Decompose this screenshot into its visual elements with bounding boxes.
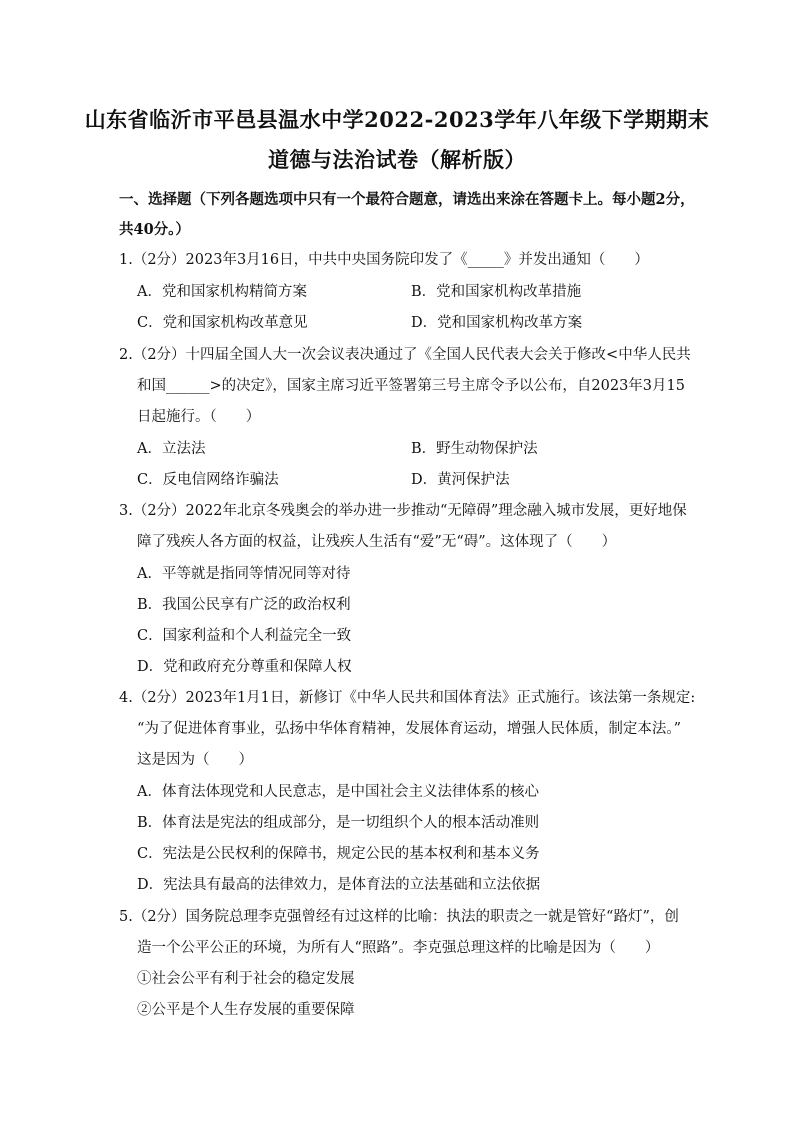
document-subtitle: 道德与法治试卷（解析版） xyxy=(268,147,526,172)
section-instruction-cont: 共40分。） xyxy=(119,221,190,238)
question-2-stem-line2: 和国______>的决定》，国家主席习近平签署第三号主席令予以公布，自2023年3月15 xyxy=(137,378,685,394)
question-2-stem-line3: 日起施行。（ ） xyxy=(137,409,261,425)
question-5-stem: 5.（2分）国务院总理李克强曾经有过这样的比喻：执法的职责之一就是管好“路灯”，创 xyxy=(119,909,679,925)
question-3-option-a: A．平等就是指同等情况同等对待 xyxy=(137,566,351,582)
question-1-option-a: A．党和国家机构精简方案 xyxy=(137,284,307,300)
question-3-option-c: C．国家利益和个人利益完全一致 xyxy=(137,628,352,644)
question-4-option-a: A．体育法体现党和人民意志，是中国社会主义法律体系的核心 xyxy=(137,784,539,800)
question-1-option-b: B．党和国家机构改革措施 xyxy=(411,284,582,300)
question-4-quote: “为了促进体育事业，弘扬中华体育精神，发展体育运动，增强人民体质，制定本法。” xyxy=(137,721,682,737)
question-5-stem-line2: 造一个公平公正的环境，为所有人“照路”。李克强总理这样的比喻是因为（ ） xyxy=(137,940,660,956)
question-1-option-c: C．党和国家机构改革意见 xyxy=(137,315,308,331)
question-4-stem: 4.（2分）2023年1月1日，新修订《中华人民共和国体育法》正式施行。该法第一条规定: xyxy=(119,690,696,706)
question-2-option-b: B．野生动物保护法 xyxy=(411,441,538,457)
question-3-stem: 3.（2分）2022年北京冬残奥会的举办进一步推动“无障碍”理念融入城市发展，更好地保 xyxy=(119,503,687,519)
section-instruction: 一、选择题（下列各题选项中只有一个最符合题意，请选出来涂在答题卡上。每小题2分， xyxy=(119,191,695,208)
question-4-stem-line3: 这是因为（ ） xyxy=(137,752,253,768)
question-2-option-d: D．黄河保护法 xyxy=(411,472,510,488)
question-4-option-d: D．宪法具有最高的法律效力，是体育法的立法基础和立法依据 xyxy=(137,877,541,893)
question-1-option-d: D．党和国家机构改革方案 xyxy=(411,315,583,331)
question-5-item-1: ①社会公平有利于社会的稳定发展 xyxy=(137,971,355,987)
question-2-option-c: C．反电信网络诈骗法 xyxy=(137,472,279,488)
question-4-option-c: C．宪法是公民权利的保障书，规定公民的基本权利和基本义务 xyxy=(137,846,540,862)
question-5-item-2: ②公平是个人生存发展的重要保障 xyxy=(137,1002,355,1018)
document-title: 山东省临沂市平邑县温水中学2022-2023学年八年级下学期期末 xyxy=(84,107,710,132)
question-2-option-a: A．立法法 xyxy=(137,441,206,457)
question-3-option-d: D．党和政府充分尊重和保障人权 xyxy=(137,659,352,675)
question-1-stem: 1.（2分）2023年3月16日，中共中央国务院印发了《_____》并发出通知（ ） xyxy=(119,252,649,268)
question-4-option-b: B．体育法是宪法的组成部分，是一切组织个人的根本活动准则 xyxy=(137,815,540,831)
question-2-stem: 2.（2分）十四届全国人大一次会议表决通过了《全国人民代表大会关于修改<中华人民共 xyxy=(119,347,691,363)
question-3-stem-line2: 障了残疾人各方面的权益，让残疾人生活有“爱”无“碍”。这体现了（ ） xyxy=(137,534,617,550)
question-3-option-b: B．我国公民享有广泛的政治权利 xyxy=(137,597,351,613)
